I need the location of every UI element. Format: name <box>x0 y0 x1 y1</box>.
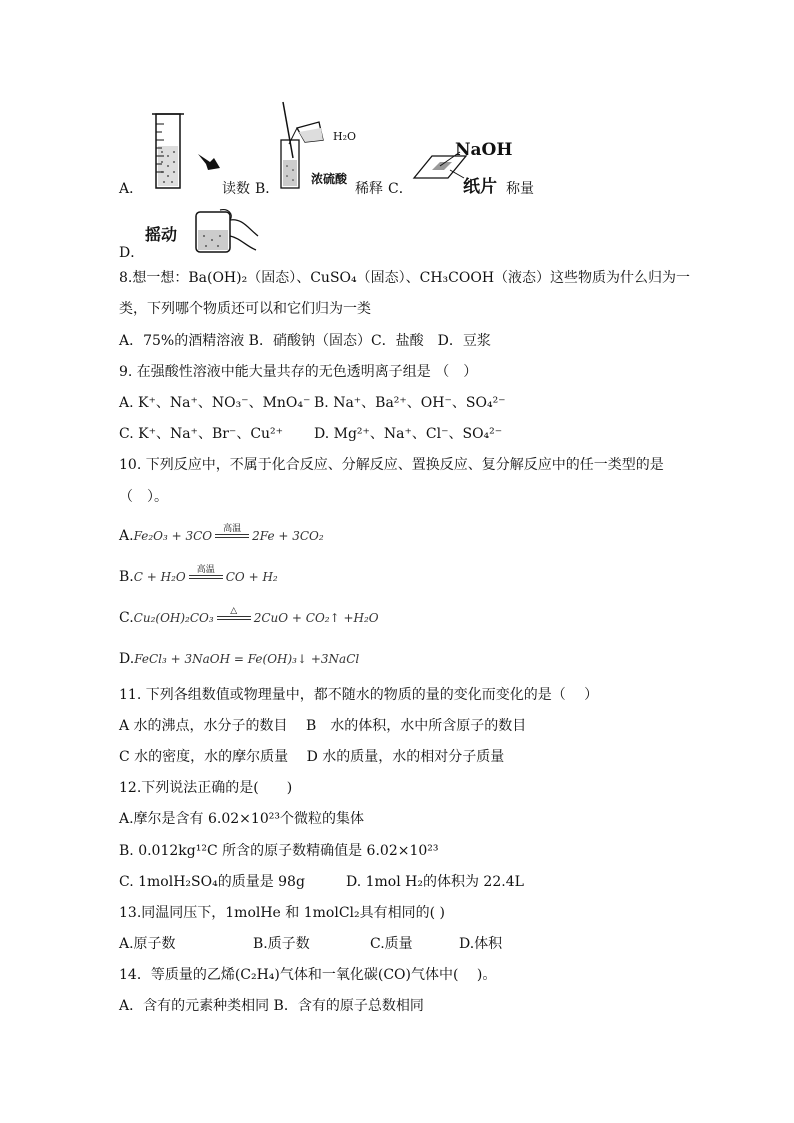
q10-option-c-label: C. <box>119 610 134 626</box>
shaking-flask-image <box>190 206 262 256</box>
q11-options-cd: C 水的密度，水的摩尔质量 D 水的质量，水的相对分子质量 <box>119 749 505 765</box>
q10-option-a-reactants: Fe₂O₃ + 3CO <box>133 529 213 543</box>
image-label-paper: 纸片 <box>463 177 497 197</box>
q13-option-a: A.原子数 <box>119 936 176 952</box>
q9-stem: 9. 在强酸性溶液中能大量共存的无色透明离子组是 （ ） <box>119 364 478 380</box>
q10-option-a-products: 2Fe + 3CO₂ <box>252 529 324 543</box>
q8-options: A．75%的酒精溶液 B．硝酸钠（固态）C．盐酸 D．豆浆 <box>119 333 491 349</box>
image-label-shake: 摇动 <box>145 225 178 244</box>
q10-option-c-products: 2CuO + CO₂↑ +H₂O <box>253 611 379 625</box>
q10-option-a-label: A. <box>119 528 134 544</box>
q10-stem-line2: （ ）。 <box>119 489 168 505</box>
option-d-label: D． <box>119 245 145 261</box>
option-a-text: 读数 <box>222 181 250 197</box>
reaction-condition-arrow <box>217 606 251 623</box>
q11-stem: 11. 下列各组数值或物理量中，都不随水的物质的量的变化而变化的是（ ） <box>119 687 599 703</box>
q8-stem-line2: 类，下列哪个物质还可以和它们归为一类 <box>119 301 371 317</box>
q8-stem-line1: 8.想一想：Ba(OH)₂（固态）、CuSO₄（固态）、CH₃COOH（液态）这些物质为什么归为一 <box>119 270 691 286</box>
image-label-naoh: NaOH <box>455 140 513 160</box>
q10-option-d-label: D. <box>119 651 135 667</box>
q12-option-d: D. 1mol H₂的体积为 22.4L <box>346 874 524 890</box>
q13-option-d: D.体积 <box>459 936 503 952</box>
option-b-label: B． <box>255 181 280 197</box>
q9-option-d: D. Mg²⁺、Na⁺、Cl⁻、SO₄²⁻ <box>314 426 503 442</box>
q10-option-c-reactants: Cu₂(OH)₂CO₃ <box>133 611 214 625</box>
q10-option-b <box>119 565 278 586</box>
q10-option-b-products: CO + H₂ <box>225 570 278 584</box>
image-label-h2o: H₂O <box>333 130 357 143</box>
q13-option-c: C.质量 <box>370 936 413 952</box>
q13-stem: 13.同温同压下，1molHe 和 1molCl₂具有相同的( ) <box>119 905 446 921</box>
q9-option-c: C. K⁺、Na⁺、Br⁻、Cu²⁺ <box>119 426 284 442</box>
q9-option-b: B. Na⁺、Ba²⁺、OH⁻、SO₄²⁻ <box>314 395 506 411</box>
q14-options-ab: A．含有的元素种类相同 B．含有的原子总数相同 <box>119 998 424 1014</box>
q10-stem-line1: 10. 下列反应中，不属于化合反应、分解反应、置换反应、复分解反应中的任一类型的是 <box>119 457 664 473</box>
q10-option-d <box>119 650 359 668</box>
q12-option-c: C. 1molH₂SO₄的质量是 98g <box>119 874 305 890</box>
reaction-condition-arrow <box>189 565 223 582</box>
q10-option-a-condition: 高温 <box>223 524 242 534</box>
q10-option-c-condition: △ <box>230 606 238 616</box>
option-b-text: 稀释 <box>355 181 383 197</box>
reaction-condition-arrow <box>215 524 249 541</box>
q14-stem: 14．等质量的乙烯(C₂H₄)气体和一氧化碳(CO)气体中( )。 <box>119 967 497 983</box>
graduated-cylinder-reading-image <box>148 108 226 192</box>
q10-option-c <box>119 606 379 627</box>
q11-options-ab: A 水的沸点，水分子的数目 B 水的体积，水中所含原子的数目 <box>119 718 527 734</box>
q10-option-b-condition: 高温 <box>196 565 215 575</box>
q9-option-a: A. K⁺、Na⁺、NO₃⁻、MnO₄⁻ <box>119 395 311 411</box>
q10-option-a <box>119 524 324 545</box>
q12-option-b: B. 0.012kg¹²C 所含的原子数精确值是 6.02×10²³ <box>119 843 439 859</box>
image-label-concentrated-sulfuric-acid: 浓硫酸 <box>311 172 348 186</box>
q10-option-d-equation: FeCl₃ + 3NaOH = Fe(OH)₃↓ +3NaCl <box>134 652 360 666</box>
q12-stem: 12.下列说法正确的是( ) <box>119 780 293 796</box>
q10-option-b-reactants: C + H₂O <box>133 570 186 584</box>
option-c-text: 称量 <box>506 181 534 197</box>
q13-option-b: B.质子数 <box>253 936 310 952</box>
option-a-label: A． <box>119 181 144 197</box>
q10-option-b-label: B. <box>119 569 134 585</box>
q12-option-a: A.摩尔是含有 6.02×10²³个微粒的集体 <box>119 811 364 827</box>
option-c-label: C． <box>388 181 413 197</box>
